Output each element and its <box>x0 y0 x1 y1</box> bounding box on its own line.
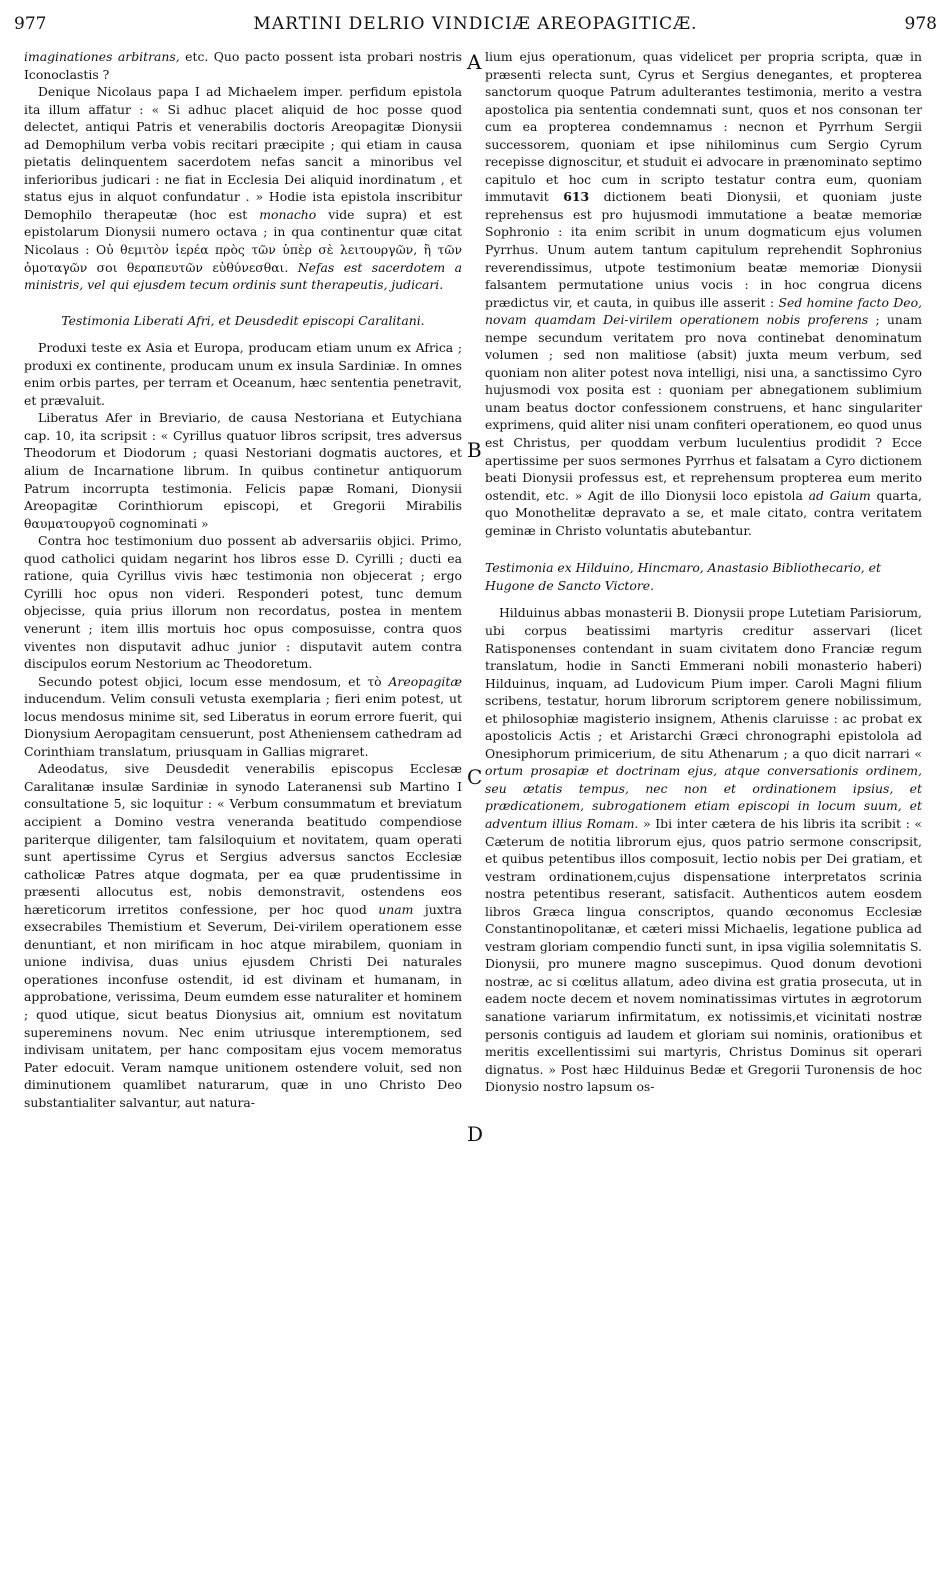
paragraph: Produxi teste ex Asia et Europa, producam etiam unum ex Africa ; produxi ex continente, producam unum ex insula Sardiniæ. In omnes enim orbis partes, per terram et Oceanum, hæc sententia penetravit, et prævaluit. <box>24 340 462 408</box>
page-number-right: 978 <box>904 14 937 34</box>
italic-text: ortum prosapiæ et doctrinam ejus, atque conversationis ordinem, seu ætatis tempus, nec non et ordinationem ipsius, et prædicationem, subrogationem etiam episcopi in locum suum, et adventum illius Romam. <box>485 763 922 831</box>
italic-text: monacho <box>259 206 317 222</box>
paragraph <box>24 673 462 761</box>
text: etc. Quo pacto possent ista probari nostris Iconoclastis ? <box>24 49 462 82</box>
paragraph: Contra hoc testimonium duo possent ab adversariis objici. Primo, quod catholici quidam negarint hos libros esse D. Cyrilli ; ducti ea ratione, quia Cyrillus vivis hæc testimonia non objecerat ; ergo Cyrilli hoc opus non videri. Responderi potest, tunc demum objecisse, quia prius illorum non recordatus, postea in mentem venerunt ; item illis mortuis hoc opus composuisse, contra quos viventes non disputavit adhuc junior : disputavit autem contra discipulos eorum Nestorium ac Theodoretum. <box>24 533 462 672</box>
paragraph <box>485 48 922 539</box>
text: Hilduinus abbas monasterii B. Dionysii prope Lutetiam Parisiorum, ubi corpus beatissimi martyris creditur asservari (licet Ratisponenses contendant in suam civitatem dono Franciæ regum translatum, hodie in Sancti Emmerani nobili monasterio haberi) Hilduinus, inquam, ad Ludovicum Pium imper. Caroli Magni filium scribens, testatur, horum librorum scriptorem genere nobilissimum, et philosophiæ magisterio insignem, Athenis claruisse : ac probat ex apostolicis Actis ; et Aristarchi Græci chronographi epistolola ad Onesiphorum primicerium, de situ Athenarum ; a quo dicit narrari « <box>485 605 922 761</box>
italic-text: Areopagitæ <box>388 673 462 689</box>
page-number-left: 977 <box>14 14 47 34</box>
text: ; unam nempe secundum veritatem pro nova continebat denominatum volumen ; sed non malitiose (absit) juxta meum verbum, sed quoniam non aliter potest nova intelligi, nisi una, a sanctissimo Cyro hujusmodi vox posita est : quoniam per abnegationem sublimium unam beatus doctor confessionem construens, et hanc singulariter exprimens, quid aliter nisi unam confiteri operationem, eo quod unus est Christus, per quoddam verbum luculentius prodidit ? Ecce apertissime per suos sermones Pyrrhus et falsatam a Cyro dictionem beati Dionysii professus est, et reprehensum propterea eum merito ostendit, etc. » Agit de illo Dionysii loco epistola <box>485 312 922 503</box>
paragraph: Liberatus Afer in Breviario, de causa Nestoriana et Eutychiana cap. 10, ita scripsit : « Cyrillus quatuor libros scripsit, tres adversus Theodorum et Diodorum ; quasi Nestoriani dogmatis auctores, et alium de Incarnatione librum. In quibus continetur antiquorum Patrum incorrupta testimonia. Felicis papæ Romani, Dionysii Areopagitæ Corinthiorum episcopi, et Gregorii Mirabilis θαυματουργοῦ cognominati » <box>24 410 462 531</box>
margin-marker-d: D <box>467 1122 484 1146</box>
margin-marker-c: C <box>467 765 483 789</box>
italic-text: Nefas est sacerdotem a ministris, vel qui ejusdem tecum ordinis sunt therapeutis, judicari. <box>24 259 462 293</box>
italic-text: Sed homine facto Deo, novam quamdam Dei-virilem operationem nobis proferens <box>485 294 922 328</box>
right-column <box>485 48 922 1096</box>
italic-text: ad Gaium <box>808 487 871 503</box>
text: » Ibi inter cætera de his libris ita scribit : « Cæterum de notitia librorum ejus, quos patrio sermone conscripsit, et quibus petentibus illos composuit, lectio nobis per Dei gratiam, et vestram ordinationem,cujus dispensatione interpretatos scrinia nostra petentibus reserant, satisfacit. Authenticos autem eosdem libros Græca lingua conscriptos, quando œconomus Ecclesiæ Constantinopolitanæ, et cæteri missi Michaelis, legatione publica ad vestram gloriam compendio functi sunt, in ipsa vigilia solemnitatis S. Dionysii, pro munere magno suscepimus. Quod donum devotioni nostræ, ac si cœlitus allatum, adeo divina est gratia prosecuta, ut in eadem nocte decem et novem nominatissimas virtutes in ægrotorum sanatione variarum infirmitatum, ex notissimis,et vicinitati nostræ personis contiguis ad laudem et gloriam sui nominis, orationibus et meritis excellentissimi sui martyris, Christus Dominus sit operari dignatus. » Post hæc Hilduinus Bedæ et Gregorii Turonensis de hoc Dionysio nostro lapsum os- <box>485 815 922 1095</box>
page-header <box>14 10 937 36</box>
text: Secundo potest objici, locum esse mendosum, et τὸ <box>38 673 389 689</box>
text: Denique Nicolaus papa I ad Michaelem imper. perfidum epistola ita illum affatur : « Si adhuc placet aliquid de hoc posse quod delectet, antiqui Patris et venerabilis doctoris Areopagitæ Dionysii ad Demophilum verba vobis recitari præcipite ; qui etiam in causa pietatis delinquentem sacerdotem nefas sancit a minoribus vel inferioribus judicari : ne fiat in Ecclesia Dei aliquid inordinatum , et status ejus in alquot confundatur . » Hodie ista epistola inscribitur Demophilo therapeutæ (hoc est <box>24 84 462 222</box>
paragraph <box>24 48 462 83</box>
running-title: MARTINI DELRIO VINDICIÆ AREOPAGITICÆ. <box>253 14 698 34</box>
section-heading: Testimonia Liberati Afri, et Deusdedit episcopi Caralitani. <box>61 312 425 328</box>
text: Adeodatus, sive Deusdedit venerabilis episcopus Ecclesæ Caralitanæ insulæ Sardiniæ in synodo Lateranensi sub Martino I consultatione 5, sic loquitur : « Verbum consummatum et breviatum accipient a Domino vestra veneranda beatitudo compendiose pariterque diligenter, tam falsiloquium et novitatem, quam operati sunt apertissime Cyrus et Sergius adversus sanctos Ecclesiæ catholicæ Patres atque dogmata, per ea quæ prudentissime in præsenti allocutus est, nobis demonstravit, ostendens eos hæreticorum irretitos confessione, per hoc quod <box>24 761 462 917</box>
paragraph <box>485 604 922 1095</box>
text: inducendum. Velim consuli vetusta exemplaria ; fieri enim potest, ut locus mendosus minime sit, sed Liberatus in eorum errore fuerit, qui Dionysium Aeropagitam censuerunt, post Atheniensem cathedram ad Corinthiam translatum, priusquam in Gallias migraret. <box>24 691 462 759</box>
text: quarta, quo Monothelitæ depravato a se, et male citato, contra veritatem geminæ in Christo voluntatis abutebantur. <box>485 487 922 538</box>
margin-marker-b: B <box>467 438 482 462</box>
paragraph <box>24 83 462 294</box>
margin-marker-a: A <box>467 50 482 74</box>
italic-text: unam <box>378 901 414 917</box>
paragraph <box>24 760 462 1111</box>
text: juxtra exsecrabiles Themistium et Severum, Dei-virilem operationem esse denuntiant, et non mirificam in hoc atque mirabilem, quoniam in unione indivisa, duas unius ejusdem Christi Dei naturales operationes inconfuse ostendit, id est divinam et humanam, in approbatione, verissima, Deum eumdem esse naturaliter et hominem ; quod utique, sicut beatus Dionysius ait, omnium est novitatum supereminens novum. Nec enim utriusque interemptionem, sed indivisam unitatem, per hanc compositam ejus vocem memoratus Pater edocuit. Veram namque unitionem ostendere voluit, sed non diminutionem quamlibet naturarum, quæ in uno Christo Deo substantialiter salvantur, aut natura- <box>24 901 463 1110</box>
left-column <box>24 48 462 1111</box>
text: lium ejus operationum, quas videlicet per propria scripta, quæ in præsenti relecta sunt, Cyrus et Sergius denegantes, et propterea sanctorum quoque Patrum adulterantes testimonia, merito a vestra apostolica pia sententia condemnati sunt, quos et nos consonan ter cum ea propterea condemnamus : necnon et Pyrrhum Sergii successorem, quoniam et ipse nihilominus cum Sergio Cyrum recepisse dignoscitur, et studuit ei advocare in prænominato septimo capitulo et hoc cum in scripto testatur contra eum, quoniam immutavit <box>485 49 922 205</box>
bold-text: 613 <box>563 189 590 205</box>
text: dictionem beati Dionysii, et quoniam juste reprehensus est pro hujusmodi immutatione a beatæ memoriæ Sophronio : ita enim scribit in unum dogmaticum ejus volumen Pyrrhus. Unum autem tantum capitulum reprehendit Sophronius reverendissimus, utpote testimonium beatæ memoriæ Dionysii falsantem permutatione unius vocis : in hoc congrua dicens prædictus vir, et cauta, in quibus ille asserit : <box>485 189 922 310</box>
italic-text: imaginationes arbitrans, <box>24 49 180 64</box>
text: vide supra) et est epistolarum Dionysii numero octava ; in qua continentur quæ citat Nicolaus : Οὐ θεμιτὸν ἱερέα πρὸς τῶν ὑπὲρ σὲ λειτουργῶν, ἢ τῶν ὁμοταγῶν σοι θεραπευτῶν εὐθύνεσθαι. <box>24 206 462 275</box>
section-heading: Testimonia ex Hilduino, Hincmaro, Anastasio Bibliothecario, et Hugone de Sancto Victore. <box>485 560 881 593</box>
